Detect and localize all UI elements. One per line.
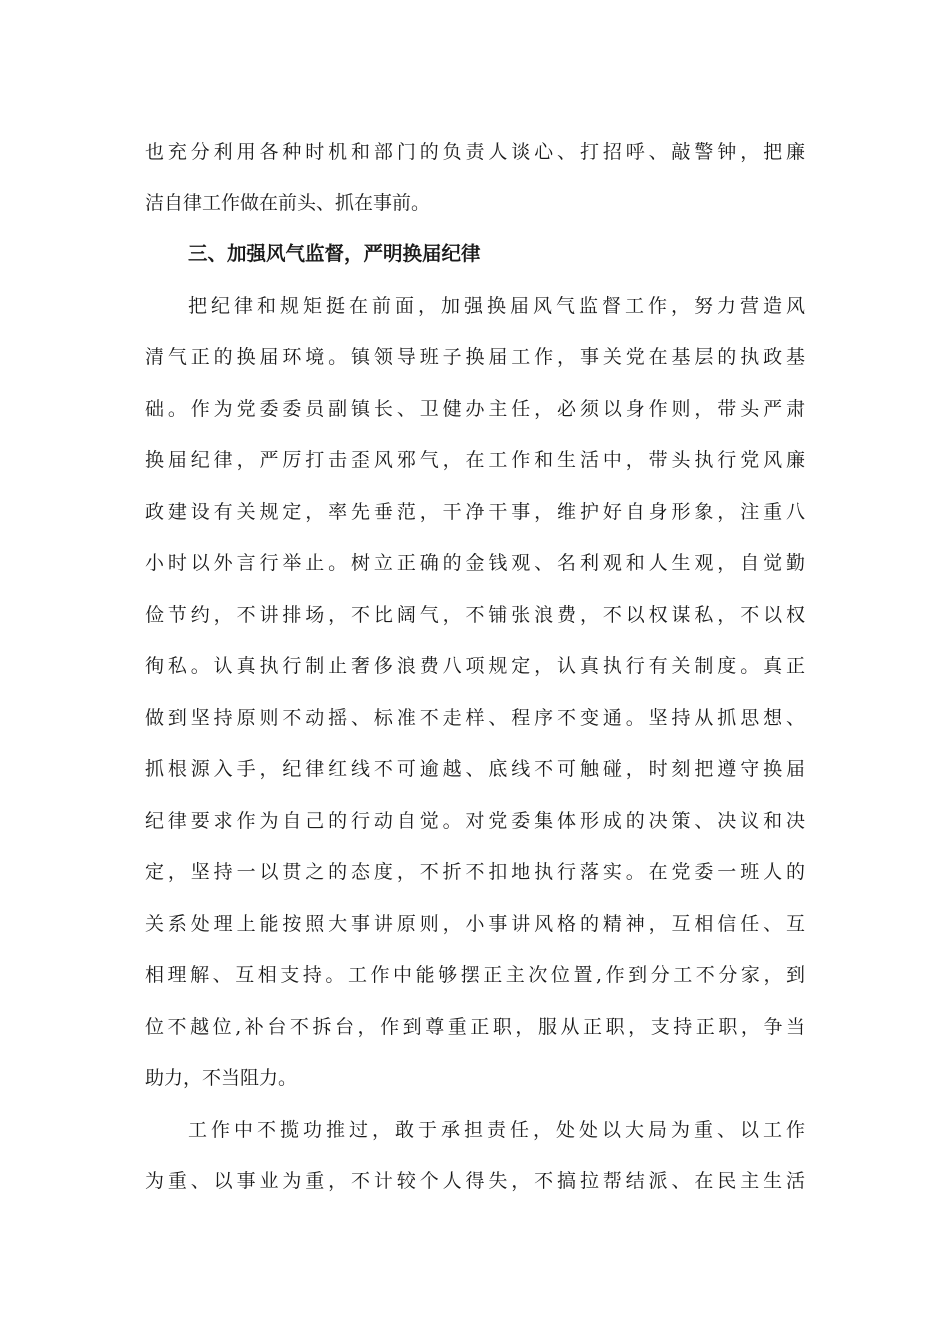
paragraph-line: 清气正的换届环境。镇领导班子换届工作，事关党在基层的执政基 (145, 346, 805, 368)
paragraph-line: 助力，不当阻力。 (145, 1067, 298, 1089)
paragraph-line: 工作中不揽功推过，敢于承担责任，处处以大局为重、以工作 (188, 1119, 805, 1141)
paragraph-line: 为重、以事业为重，不计较个人得失，不搞拉帮结派、在民主生活 (145, 1170, 805, 1192)
paragraph-line: 徇私。认真执行制止奢侈浪费八项规定，认真执行有关制度。真正 (145, 655, 805, 677)
paragraph-line: 政建设有关规定，率先垂范，干净干事，维护好自身形象，注重八 (145, 501, 805, 523)
intro-line: 也充分利用各种时机和部门的负责人谈心、打招呼、敲警钟，把廉 (145, 141, 805, 163)
intro-line: 洁自律工作做在前头、抓在事前。 (145, 192, 431, 214)
paragraph-line: 做到坚持原则不动摇、标准不走样、程序不变通。坚持从抓思想、 (145, 707, 805, 729)
paragraph-line: 抓根源入手，纪律红线不可逾越、底线不可触碰，时刻把遵守换届 (145, 758, 805, 780)
paragraph-line: 小时以外言行举止。树立正确的金钱观、名利观和人生观，自觉勤 (145, 552, 805, 574)
paragraph-line: 俭节约，不讲排场，不比阔气，不铺张浪费，不以权谋私，不以权 (145, 604, 805, 626)
paragraph-line: 位不越位,补台不拆台，作到尊重正职，服从正职，支持正职，争当 (145, 1016, 805, 1038)
paragraph-line: 把纪律和规矩挺在前面，加强换届风气监督工作，努力营造风 (188, 295, 805, 317)
section-heading: 三、加强风气监督，严明换届纪律 (188, 242, 481, 265)
paragraph-line: 换届纪律，严厉打击歪风邪气，在工作和生活中，带头执行党风廉 (145, 449, 805, 471)
paragraph-line: 关系处理上能按照大事讲原则，小事讲风格的精神，互相信任、互 (145, 913, 805, 935)
paragraph-line: 定，坚持一以贯之的态度，不折不扣地执行落实。在党委一班人的 (145, 861, 805, 883)
paragraph-line: 础。作为党委委员副镇长、卫健办主任，必须以身作则，带头严肃 (145, 398, 805, 420)
paragraph-line: 相理解、互相支持。工作中能够摆正主次位置,作到分工不分家，到 (145, 964, 805, 986)
paragraph-line: 纪律要求作为自己的行动自觉。对党委集体形成的决策、决议和决 (145, 810, 805, 832)
